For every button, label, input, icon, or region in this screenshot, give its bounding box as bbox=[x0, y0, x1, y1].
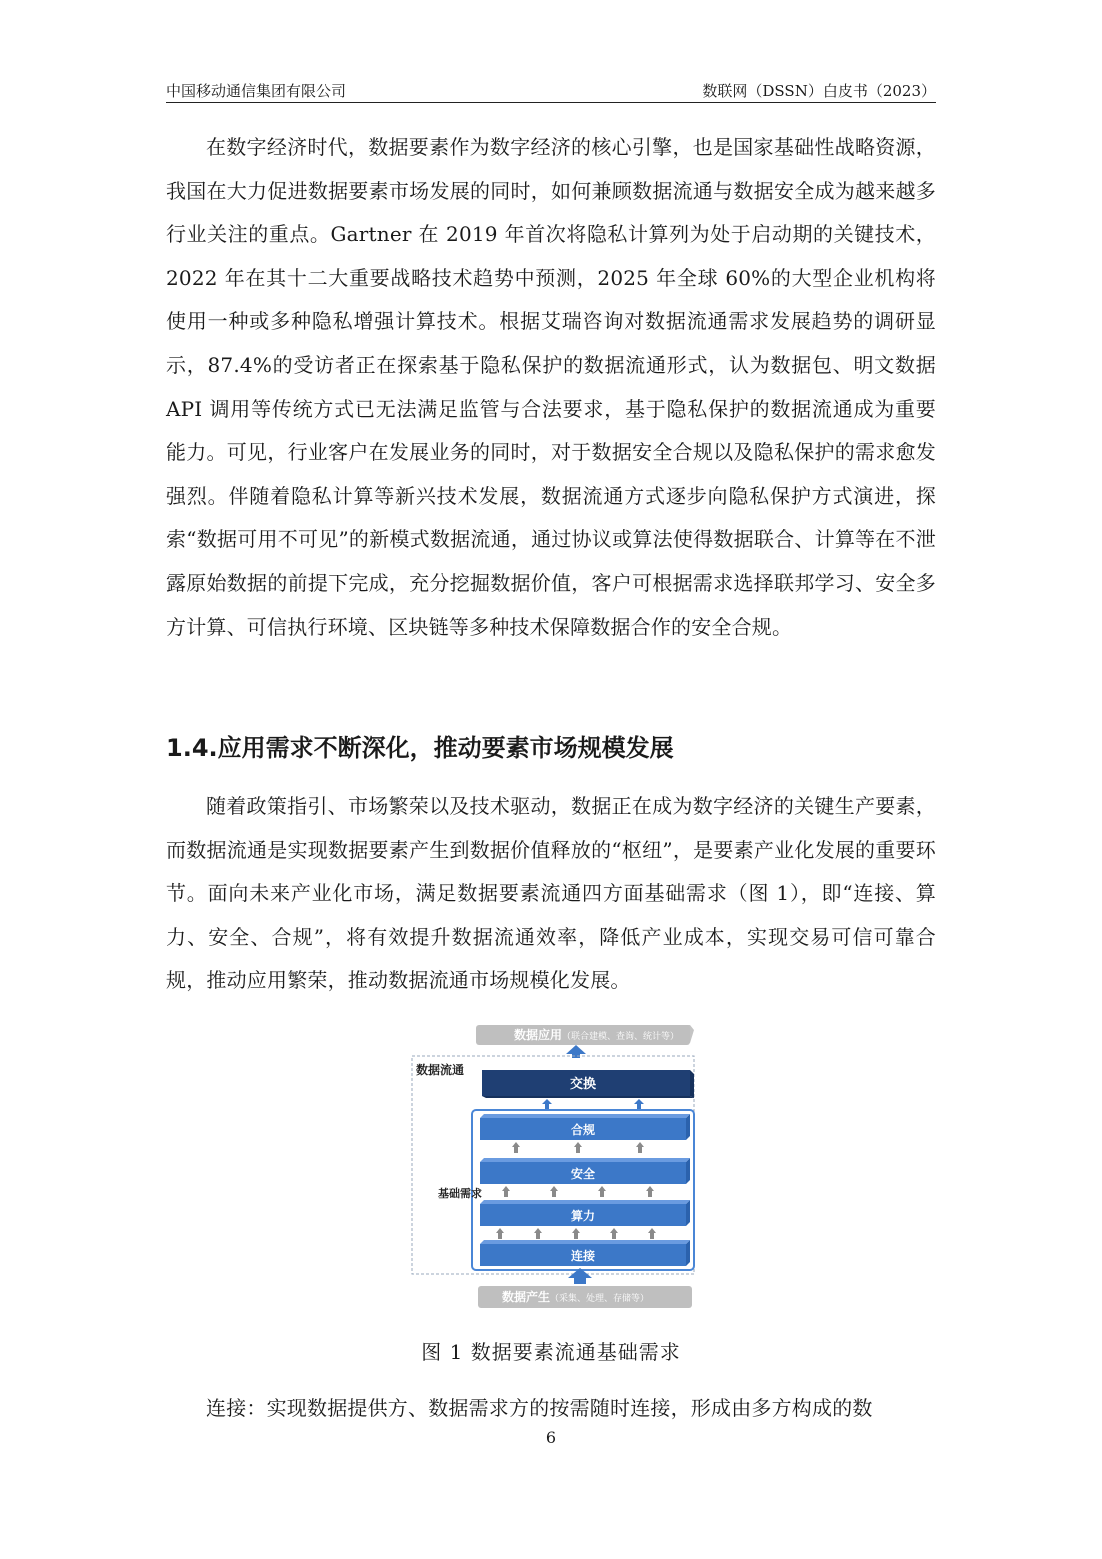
layer-security bbox=[480, 1158, 690, 1184]
exchange-label: 交换 bbox=[569, 1077, 597, 1092]
exchange-layer bbox=[482, 1070, 694, 1098]
layer-arrows-1 bbox=[512, 1142, 644, 1153]
layer-label: 合规 bbox=[570, 1123, 596, 1137]
data-circulation-label: 数据流通 bbox=[416, 1063, 465, 1077]
section-heading: 1.4.应用需求不断深化，推动要素市场规模发展 bbox=[166, 734, 674, 762]
figure-data-circulation-requirements bbox=[410, 1022, 700, 1312]
header-document-title: 数联网（DSSN）白皮书（2023） bbox=[702, 82, 936, 100]
data-generation-subtitle: （采集、处理、存储等） bbox=[550, 1294, 650, 1304]
figure-caption: 图 1 数据要素流通基础需求 bbox=[421, 1340, 681, 1364]
data-generation-title: 数据产生 bbox=[502, 1290, 551, 1304]
header-organization: 中国移动通信集团有限公司 bbox=[166, 82, 347, 100]
layer-label: 安全 bbox=[570, 1167, 596, 1181]
layer-computing bbox=[480, 1200, 690, 1226]
page-header bbox=[166, 78, 936, 103]
layer-compliance bbox=[480, 1114, 690, 1140]
data-application-subtitle: （联合建模、查询、统计等） bbox=[562, 1032, 680, 1042]
layer-arrows-3 bbox=[496, 1228, 656, 1239]
body-paragraph-1: 在数字经济时代，数据要素作为数字经济的核心引擎，也是国家基础性战略资源，我国在大力促进数据要素市场发展的同时，如何兼顾数据流通与数据安全成为越来越多行业关注的重点。Gartner 在 2019 年首次将隐私计算列为处于启动期的关键技术，2022 年在其十二大重要战略技术趋势中预测，2025 年全球 60%的大型企业机构将使用一种或多种隐私增强计算技术。根据艾瑞咨询对数据流通需求发展趋势的调研显示，87.4%的受访者正在探索基于隐私保护的数据流通形式，认为数据包、明文数据 API 调用等传统方式已无法满足监管与合法要求，基于隐私保护的数据流通成为重要能力。可见，行业客户在发展业务的同时，对于数据安全合规以及隐私保护的需求愈发强烈。伴随着隐私计算等新兴技术发展，数据流通方式逐步向隐私保护方式演进，探索“数据可用不可见”的新模式数据流通，通过协议或算法使得数据联合、计算等在不泄露原始数据的前提下完成，充分挖掘数据价值，客户可根据需求选择联邦学习、安全多方计算、可信执行环境、区块链等多种技术保障数据合作的安全合规。 bbox=[166, 135, 936, 639]
body-paragraph-2: 随着政策指引、市场繁荣以及技术驱动，数据正在成为数字经济的关键生产要素，而数据流通是实现数据要素产生到数据价值释放的“枢纽”，是要素产业化发展的重要环节。面向未来产业化市场，满足数据要素流通四方面基础需求（图 1），即“连接、算力、安全、合规”，将有效提升数据流通效率，降低产业成本，实现交易可信可靠合规，推动应用繁荣，推动数据流通市场规模化发展。 bbox=[166, 794, 936, 993]
exchange-arrows bbox=[542, 1099, 644, 1110]
layer-label: 连接 bbox=[570, 1249, 596, 1263]
body-paragraph-3: 连接：实现数据提供方、数据需求方的按需随时连接，形成由多方构成的数 bbox=[206, 1396, 873, 1420]
data-application-bar bbox=[476, 1025, 694, 1045]
layer-connection bbox=[480, 1240, 690, 1266]
data-generation-bar bbox=[478, 1286, 692, 1308]
page-number: 6 bbox=[545, 1428, 557, 1447]
data-application-title: 数据应用 bbox=[514, 1028, 563, 1042]
basic-requirements-label: 基础需求 bbox=[438, 1187, 482, 1200]
layer-arrows-2 bbox=[502, 1186, 654, 1197]
layer-label: 算力 bbox=[570, 1209, 596, 1223]
